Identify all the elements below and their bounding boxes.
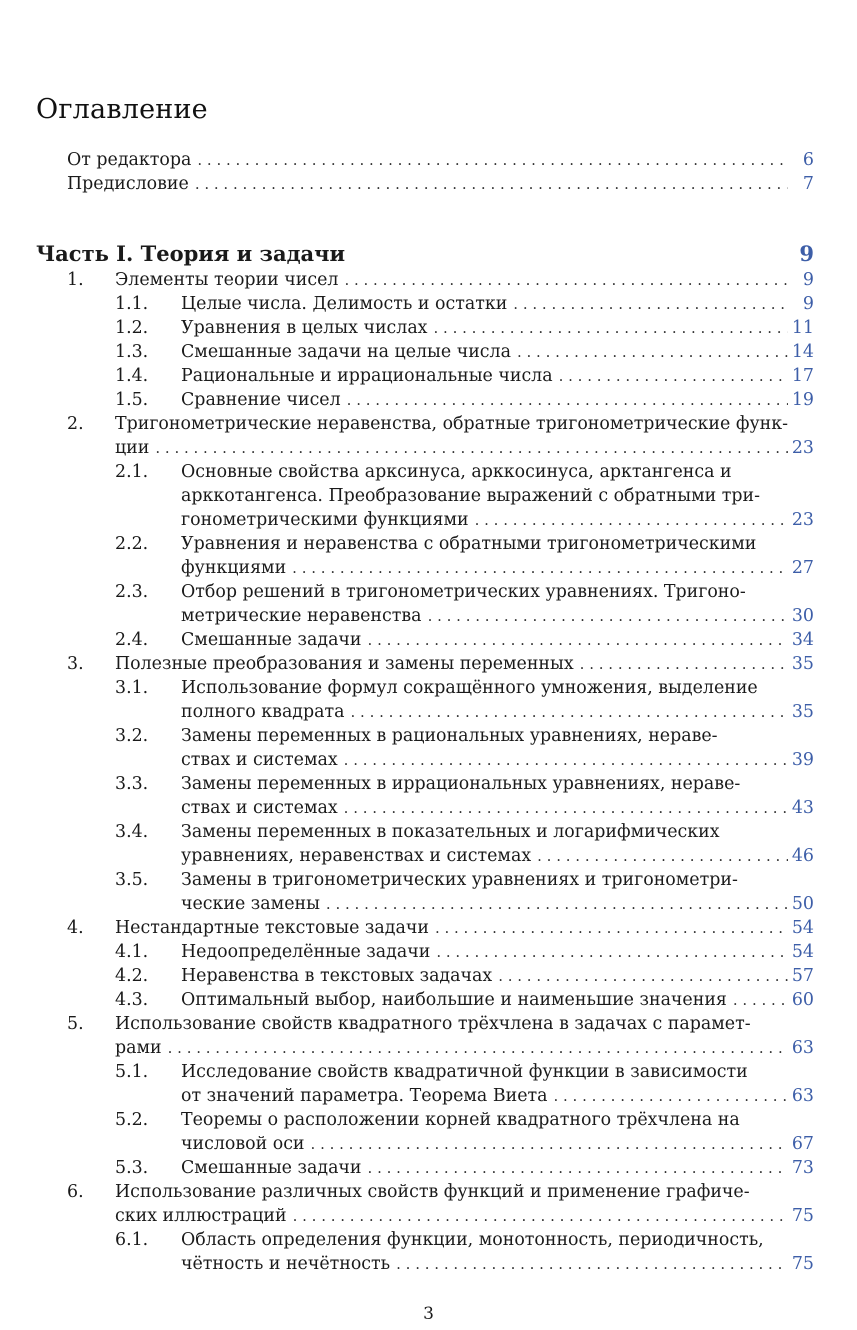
toc-entry-line[interactable] [181, 532, 762, 556]
leader-dots [580, 652, 788, 676]
toc-entry-number: 2. [67, 414, 84, 434]
leader-dots [436, 940, 788, 964]
toc-title: Оглавление [36, 94, 208, 125]
toc-entry-line[interactable] [115, 412, 789, 436]
toc-page-link[interactable]: 7 [802, 174, 814, 194]
toc-entry-number: 1.3. [115, 342, 149, 362]
toc-entry-line[interactable] [181, 676, 762, 700]
toc-entry-line[interactable] [181, 1252, 814, 1276]
leader-dots [311, 1132, 788, 1156]
toc-entry-text: Уравнения в целых числах [181, 318, 428, 338]
toc-entry-number: 3.4. [115, 822, 149, 842]
toc-entry-line[interactable] [181, 964, 814, 988]
toc-entry-editor[interactable] [67, 148, 814, 172]
toc-page-link[interactable]: 27 [791, 558, 814, 578]
leader-dots [475, 508, 788, 532]
leader-dots [435, 916, 788, 940]
toc-entry-line[interactable] [115, 916, 814, 940]
toc-entry-number: 3.2. [115, 726, 149, 746]
toc-page-link[interactable]: 34 [791, 630, 814, 650]
toc-entry-line[interactable] [181, 292, 814, 316]
toc-entry-line[interactable] [181, 940, 814, 964]
leader-dots [517, 340, 788, 364]
toc-entry-number: 6. [67, 1182, 84, 1202]
toc-entry-text: Оптимальный выбор, наибольшие и наименьшие значения [181, 990, 727, 1010]
toc-entry-text: Теоремы о расположении корней квадратного трёхчлена на [181, 1110, 740, 1130]
toc-entry-line[interactable] [181, 1132, 814, 1156]
toc-entry-text: ции [115, 438, 150, 458]
toc-entry-text: Использование свойств квадратного трёхчлена в задачах с парамет- [115, 1014, 751, 1034]
toc-entry-line[interactable] [181, 580, 762, 604]
toc-entry-line[interactable] [181, 748, 814, 772]
toc-entry-text: Замены в тригонометрических уравнениях и тригонометри- [181, 870, 738, 890]
toc-entry-text: Замены переменных в рациональных уравнениях, нераве- [181, 726, 718, 746]
toc-entry-line[interactable] [181, 772, 762, 796]
toc-entry-text: ствах и системах [181, 750, 338, 770]
toc-entry-line[interactable] [181, 820, 762, 844]
toc-page-link[interactable]: 14 [791, 342, 814, 362]
toc-entry-text: ских иллюстраций [115, 1206, 287, 1226]
toc-entry-text: полного квадрата [181, 702, 345, 722]
toc-entry-number: 4. [67, 918, 84, 938]
toc-entry-number: 6.1. [115, 1230, 149, 1250]
toc-entry-text: Сравнение чисел [181, 390, 341, 410]
leader-dots [293, 1204, 788, 1228]
toc-entry-line[interactable] [181, 556, 814, 580]
leader-dots [344, 748, 788, 772]
toc-page-link[interactable]: 35 [791, 702, 814, 722]
toc-entry-text: чётность и нечётность [181, 1254, 391, 1274]
toc-entry-text: Уравнения и неравенства с обратными тригонометрическими [181, 534, 757, 554]
leader-dots [733, 988, 788, 1012]
toc-page-link[interactable]: 19 [791, 390, 814, 410]
toc-entry-number: 1. [67, 270, 84, 290]
toc-entry-number: 3. [67, 654, 84, 674]
toc-entry-number: 1.5. [115, 390, 149, 410]
toc-entry-line[interactable] [115, 268, 814, 292]
toc-entry-text: Предисловие [67, 174, 189, 194]
toc-entry-text: Отбор решений в тригонометрических уравнениях. Тригоно- [181, 582, 746, 602]
toc-entry-text: Область определения функции, монотонность, периодичность, [181, 1230, 764, 1250]
toc-entry-number: 4.1. [115, 942, 149, 962]
leader-dots [155, 436, 787, 460]
toc-entry-text: Смешанные задачи [181, 630, 362, 650]
toc-entry-text: функциями [181, 558, 287, 578]
toc-entry-text: уравнениях, неравенствах и системах [181, 846, 532, 866]
toc-page-link[interactable]: 57 [791, 966, 814, 986]
toc-entry-line[interactable] [181, 1228, 762, 1252]
leader-dots [195, 172, 788, 196]
toc-entry-line[interactable] [181, 508, 814, 532]
toc-page-link[interactable]: 54 [791, 918, 814, 938]
toc-page-link[interactable]: 30 [791, 606, 814, 626]
toc-page-link[interactable]: 23 [791, 510, 814, 530]
leader-dots [326, 892, 788, 916]
leader-dots [396, 1252, 788, 1276]
toc-page-link[interactable]: 75 [791, 1206, 814, 1226]
toc-entry-number: 3.3. [115, 774, 149, 794]
toc-entry-line[interactable] [181, 700, 814, 724]
toc-entry-number: 5.3. [115, 1158, 149, 1178]
leader-dots [292, 556, 788, 580]
toc-entry-text: Недоопределённые задачи [181, 942, 431, 962]
toc-entry-number: 2.1. [115, 462, 149, 482]
leader-dots [537, 844, 788, 868]
toc-entry-text: Неравенства в текстовых задачах [181, 966, 493, 986]
toc-page-link[interactable]: 43 [791, 798, 814, 818]
toc-entry-text: Рациональные и иррациональные числа [181, 366, 553, 386]
toc-page-link[interactable]: 6 [802, 150, 814, 170]
toc-entry-text: рами [115, 1038, 162, 1058]
toc-page-link[interactable]: 17 [791, 366, 814, 386]
toc-entry-line[interactable] [115, 436, 814, 460]
toc-entry-number: 2.3. [115, 582, 149, 602]
toc-entry-text: ческие замены [181, 894, 320, 914]
toc-part-heading[interactable] [36, 240, 814, 268]
leader-dots [344, 268, 788, 292]
page-number: 3 [423, 1304, 434, 1324]
toc-entry-text: Использование формул сокращённого умножения, выделение [181, 678, 758, 698]
toc-entry-text: Полезные преобразования и замены переменных [115, 654, 574, 674]
leader-dots [428, 604, 788, 628]
toc-page-link[interactable]: 35 [791, 654, 814, 674]
leader-dots [513, 292, 788, 316]
toc-entry-line[interactable] [181, 460, 762, 484]
toc-entry-line[interactable] [115, 1204, 814, 1228]
toc-page-link[interactable]: 63 [791, 1038, 814, 1058]
toc-entry-number: 5.1. [115, 1062, 149, 1082]
toc-entry-line[interactable] [115, 1012, 762, 1036]
toc-entry-line[interactable] [181, 628, 814, 652]
toc-entry-text: Смешанные задачи [181, 1158, 362, 1178]
toc-page-link[interactable]: 60 [791, 990, 814, 1010]
toc-entry-text: Основные свойства арксинуса, арккосинуса, арктангенса и [181, 462, 732, 482]
toc-entry-line[interactable] [181, 1108, 762, 1132]
toc-entry-line[interactable] [181, 316, 814, 340]
toc-entry-line[interactable] [181, 844, 814, 868]
toc-entry-number: 2.4. [115, 630, 149, 650]
leader-dots [347, 388, 788, 412]
toc-entry-text: гонометрическими функциями [181, 510, 469, 530]
toc-entry-text: Целые числа. Делимость и остатки [181, 294, 508, 314]
toc-entry-line[interactable] [181, 868, 762, 892]
leader-dots [553, 1084, 787, 1108]
leader-dots [368, 1156, 788, 1180]
leader-dots [434, 316, 788, 340]
toc-entry-line[interactable] [181, 388, 814, 412]
toc-entry-line[interactable] [181, 892, 814, 916]
toc-page-link[interactable]: 39 [791, 750, 814, 770]
toc-entry-preface[interactable] [67, 172, 814, 196]
part-title: Часть I. Теория и задачи [36, 241, 346, 266]
toc-entry-number: 2.2. [115, 534, 149, 554]
toc-entry-number: 3.1. [115, 678, 149, 698]
toc-entry-line[interactable] [115, 1036, 814, 1060]
toc-entry-line[interactable] [181, 364, 814, 388]
toc-entry-line[interactable] [181, 604, 814, 628]
toc-page-link[interactable]: 63 [791, 1086, 814, 1106]
toc-entry-line[interactable] [181, 724, 762, 748]
toc-entry-number: 5. [67, 1014, 84, 1034]
toc-page-link[interactable]: 23 [791, 438, 814, 458]
leader-dots [344, 796, 788, 820]
toc-page-link[interactable]: 73 [791, 1158, 814, 1178]
toc-entry-number: 1.1. [115, 294, 149, 314]
toc-entry-text: Тригонометрические неравенства, обратные тригонометрические функ- [115, 414, 789, 434]
toc-entry-text: Элементы теории чисел [115, 270, 339, 290]
toc-entry-number: 5.2. [115, 1110, 149, 1130]
toc-entry-line[interactable] [181, 1156, 814, 1180]
toc-entry-line[interactable] [181, 484, 762, 508]
toc-entry-line[interactable] [181, 988, 814, 1012]
toc-page-link[interactable]: 75 [791, 1254, 814, 1274]
toc-entry-text: Замены переменных в иррациональных уравнениях, нераве- [181, 774, 741, 794]
toc-page-link[interactable]: 46 [791, 846, 814, 866]
toc-entry-text: Смешанные задачи на целые числа [181, 342, 511, 362]
toc-entry-line[interactable] [181, 1060, 762, 1084]
toc-entry-text: От редактора [67, 150, 192, 170]
toc-entry-text: Нестандартные текстовые задачи [115, 918, 429, 938]
toc-entry-number: 1.2. [115, 318, 149, 338]
toc-page-link[interactable]: 9 [802, 294, 814, 314]
leader-dots [351, 700, 788, 724]
leader-dots [197, 148, 788, 172]
toc-entry-number: 3.5. [115, 870, 149, 890]
toc-entry-text: арккотангенса. Преобразование выражений с обратными три- [181, 486, 760, 506]
toc-page-link[interactable]: 9 [802, 270, 814, 290]
toc-entry-line[interactable] [181, 340, 814, 364]
toc-entry-number: 4.2. [115, 966, 149, 986]
toc-entry-line[interactable] [181, 796, 814, 820]
toc-page-link[interactable]: 50 [791, 894, 814, 914]
toc-page-link[interactable]: 9 [799, 241, 814, 266]
toc-page-link[interactable]: 67 [791, 1134, 814, 1154]
leader-dots [368, 628, 788, 652]
leader-dots [498, 964, 788, 988]
leader-dots [168, 1036, 788, 1060]
toc-entry-number: 1.4. [115, 366, 149, 386]
toc-entry-line[interactable] [181, 1084, 814, 1108]
toc-entry-text: от значений параметра. Теорема Виета [181, 1086, 548, 1106]
toc-entry-text: Исследование свойств квадратичной функции в зависимости [181, 1062, 748, 1082]
toc-page-link[interactable]: 11 [791, 318, 814, 338]
toc-entry-text: числовой оси [181, 1134, 305, 1154]
toc-entry-number: 4.3. [115, 990, 149, 1010]
toc-entry-text: Замены переменных в показательных и логарифмических [181, 822, 720, 842]
toc-page-link[interactable]: 54 [791, 942, 814, 962]
leader-dots [559, 364, 788, 388]
toc-entry-text: Использование различных свойств функций и применение графиче- [115, 1182, 750, 1202]
toc-entry-line[interactable] [115, 652, 814, 676]
toc-entry-line[interactable] [115, 1180, 762, 1204]
toc-entry-text: метрические неравенства [181, 606, 422, 626]
toc-entry-text: ствах и системах [181, 798, 338, 818]
